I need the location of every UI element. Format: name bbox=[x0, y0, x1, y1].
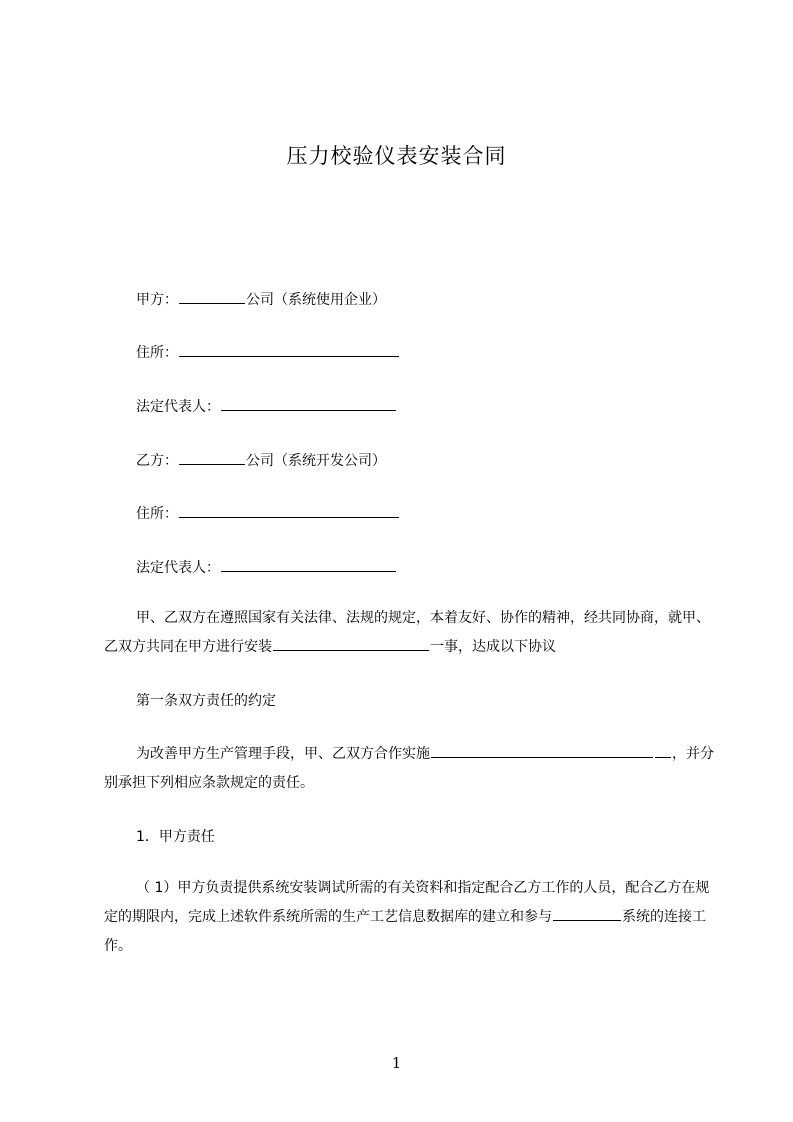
party-a-address-line bbox=[136, 342, 400, 364]
blank-line bbox=[179, 342, 399, 357]
blank-line bbox=[553, 906, 621, 921]
party-a-rep-line bbox=[136, 396, 397, 418]
intro-paragraph bbox=[104, 604, 714, 662]
article-1-text-2: ，并分别承担下列相应条款规定的责任。 bbox=[104, 746, 714, 791]
section-1-item-1-text-2: 系统的连接工作。 bbox=[104, 909, 706, 954]
party-b-suffix: 公司（系统开发公司） bbox=[246, 453, 386, 469]
document-title: 压力校验仪表安装合同 bbox=[286, 144, 507, 168]
party-a-line bbox=[136, 289, 386, 311]
party-b-rep-label: 法定代表人： bbox=[136, 560, 220, 576]
blank-line bbox=[221, 557, 396, 572]
section-1-item-1 bbox=[104, 874, 714, 961]
blank-line bbox=[273, 636, 429, 651]
party-a-suffix: 公司（系统使用企业） bbox=[246, 292, 386, 308]
intro-text-2: 一事，达成以下协议 bbox=[430, 639, 556, 655]
blank-line bbox=[179, 289, 245, 304]
party-b-address-line bbox=[136, 503, 400, 525]
page-number: 1 bbox=[391, 1054, 402, 1072]
article-1-body bbox=[104, 740, 714, 798]
party-b-label: 乙方： bbox=[136, 453, 178, 469]
blank-line bbox=[655, 743, 671, 758]
party-a-address-label: 住所： bbox=[136, 345, 178, 361]
party-a-label: 甲方： bbox=[136, 292, 178, 308]
intro-text-1: 甲、乙双方在遵照国家有关法律、法规的规定，本着友好、协作的精神，经共同协商，就甲、乙双方共同在甲方进行安装 bbox=[104, 610, 710, 655]
article-1-heading: 第一条双方责任的约定 bbox=[136, 693, 276, 709]
party-b-address-label: 住所： bbox=[136, 506, 178, 522]
party-b-line bbox=[136, 450, 386, 472]
blank-line bbox=[431, 743, 653, 758]
party-b-rep-line bbox=[136, 557, 397, 579]
blank-line bbox=[179, 450, 245, 465]
blank-line bbox=[179, 503, 399, 518]
section-1-item-1-text-1: （ 1）甲方负责提供系统安装调试所需的有关资料和指定配合乙方工作的人员，配合乙方在规定的期限内，完成上述软件系统所需的生产工艺信息数据库的建立和参与 bbox=[104, 880, 710, 925]
party-a-rep-label: 法定代表人： bbox=[136, 399, 220, 415]
blank-line bbox=[221, 396, 396, 411]
article-1-text-1: 为改善甲方生产管理手段，甲、乙双方合作实施 bbox=[136, 746, 430, 762]
section-1-heading: 1．甲方责任 bbox=[136, 829, 215, 845]
